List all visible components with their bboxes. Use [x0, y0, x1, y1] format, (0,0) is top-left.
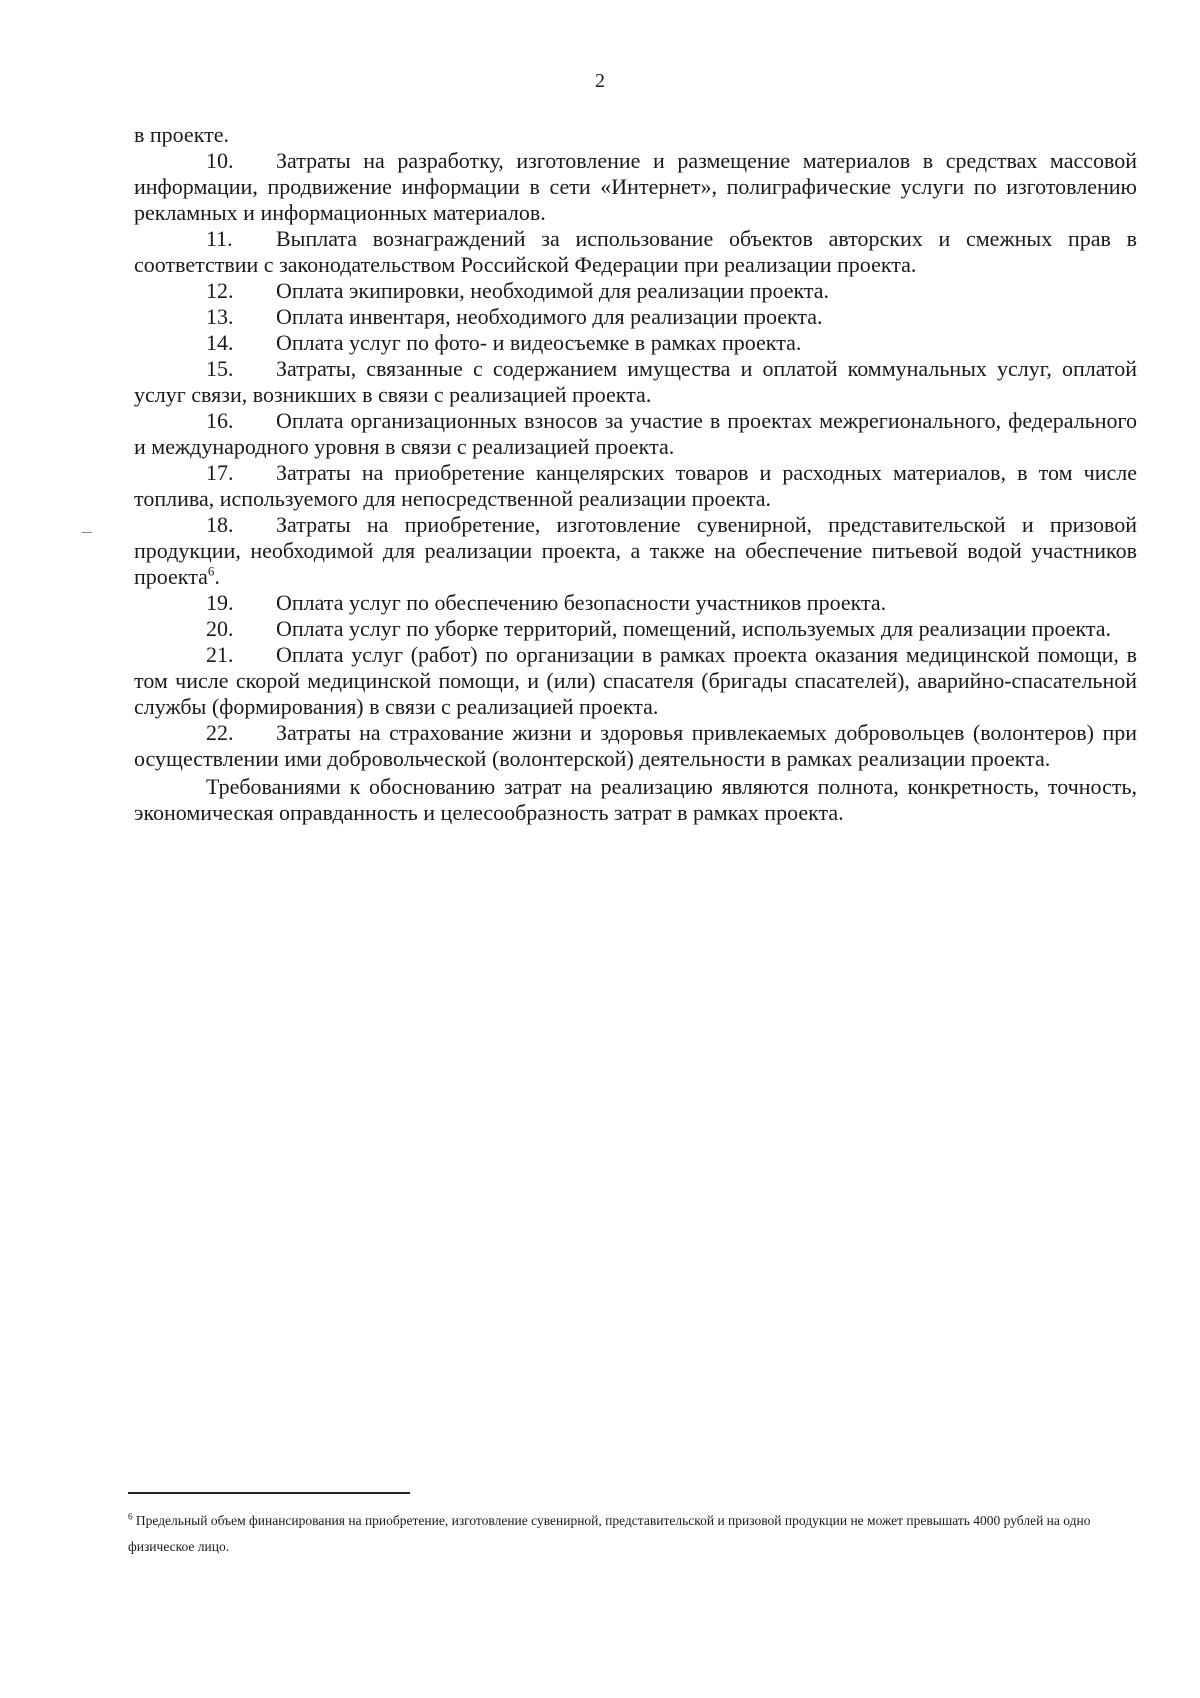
- item-text: Оплата услуг (работ) по организации в рамках проекта оказания медицинской помощи, в том числе скорой медицинской помощи, и (или) спасателя (бригады спасателей), аварийно-спасательной службы (формирования) в связи с реализацией проекта.: [134, 642, 1137, 719]
- item-number: 17.: [206, 460, 234, 485]
- list-item: [134, 148, 1137, 226]
- footnote-mark: 6: [128, 1511, 133, 1522]
- list-item: [134, 642, 1137, 720]
- item-number: 18.: [206, 512, 234, 537]
- item-text: Оплата организационных взносов за участие в проектах межрегионального, федерального и международного уровня в связи с реализацией проекта.: [134, 408, 1137, 459]
- item-text: Затраты на разработку, изготовление и размещение материалов в средствах массовой информации, продвижение информации в сети «Интернет», полиграфические услуги по изготовлению рекламных и информационных материалов.: [134, 148, 1137, 225]
- list-item: [134, 460, 1137, 512]
- item-text: Оплата услуг по уборке территорий, помещений, используемых для реализации проекта.: [276, 616, 1112, 641]
- list-item: [134, 408, 1137, 460]
- item-number: 10.: [206, 148, 234, 173]
- footnote-reference: 6: [207, 563, 215, 579]
- item-text: Затраты, связанные с содержанием имущества и оплатой коммунальных услуг, оплатой услуг связи, возникших в связи с реализацией проекта.: [134, 356, 1137, 407]
- item-text: Оплата инвентаря, необходимого для реализации проекта.: [276, 304, 823, 329]
- item-text: Оплата экипировки, необходимой для реализации проекта.: [276, 278, 830, 303]
- list-item: [134, 590, 1137, 616]
- document-body: [134, 122, 1137, 826]
- list-item: [134, 616, 1137, 642]
- list-item: [134, 512, 1137, 590]
- expense-list: [134, 148, 1137, 772]
- item-text: Затраты на приобретение, изготовление сувенирной, представительской и призовой продукции, необходимой для реализации проекта, а также на обеспечение питьевой водой участников проекта: [134, 512, 1137, 589]
- item-text: Оплата услуг по обеспечению безопасности участников проекта.: [276, 590, 887, 615]
- item-number: 22.: [206, 720, 234, 745]
- item-number: 12.: [206, 278, 234, 303]
- list-item: [134, 356, 1137, 408]
- list-item: [134, 330, 1137, 356]
- list-item: [134, 720, 1137, 772]
- margin-mark: [82, 532, 92, 533]
- item-text-tail: .: [214, 564, 220, 589]
- footnote: [128, 1508, 1128, 1560]
- list-item: [134, 304, 1137, 330]
- list-item: [134, 278, 1137, 304]
- footnote-separator: [128, 1492, 410, 1494]
- item-number: 13.: [206, 304, 234, 329]
- closing-paragraph: Требованиями к обоснованию затрат на реализацию являются полнота, конкретность, точность, экономическая оправданность и целесообразность затрат в рамках проекта.: [134, 774, 1137, 825]
- page-number: 2: [595, 70, 605, 92]
- item-number: 14.: [206, 330, 234, 355]
- continuation-text: в проекте.: [134, 122, 229, 147]
- item-text: Оплата услуг по фото- и видеосъемке в рамках проекта.: [276, 330, 802, 355]
- footnote-text: Предельный объем финансирования на приобретение, изготовление сувенирной, представительской и призовой продукции не может превышать 4000 рублей на одно физическое лицо.: [128, 1513, 1091, 1554]
- item-number: 20.: [206, 616, 234, 641]
- item-text: Затраты на приобретение канцелярских товаров и расходных материалов, в том числе топлива, используемого для непосредственной реализации проекта.: [134, 460, 1137, 511]
- item-number: 16.: [206, 408, 234, 433]
- item-number: 21.: [206, 642, 234, 667]
- item-text: Выплата вознаграждений за использование объектов авторских и смежных прав в соответствии с законодательством Российской Федерации при реализации проекта.: [134, 226, 1137, 277]
- item-number: 19.: [206, 590, 234, 615]
- list-item: [134, 226, 1137, 278]
- item-text: Затраты на страхование жизни и здоровья привлекаемых добровольцев (волонтеров) при осуществлении ими добровольческой (волонтерской) деятельности в рамках реализации проекта.: [134, 720, 1137, 771]
- item-number: 11.: [206, 226, 233, 251]
- item-number: 15.: [206, 356, 234, 381]
